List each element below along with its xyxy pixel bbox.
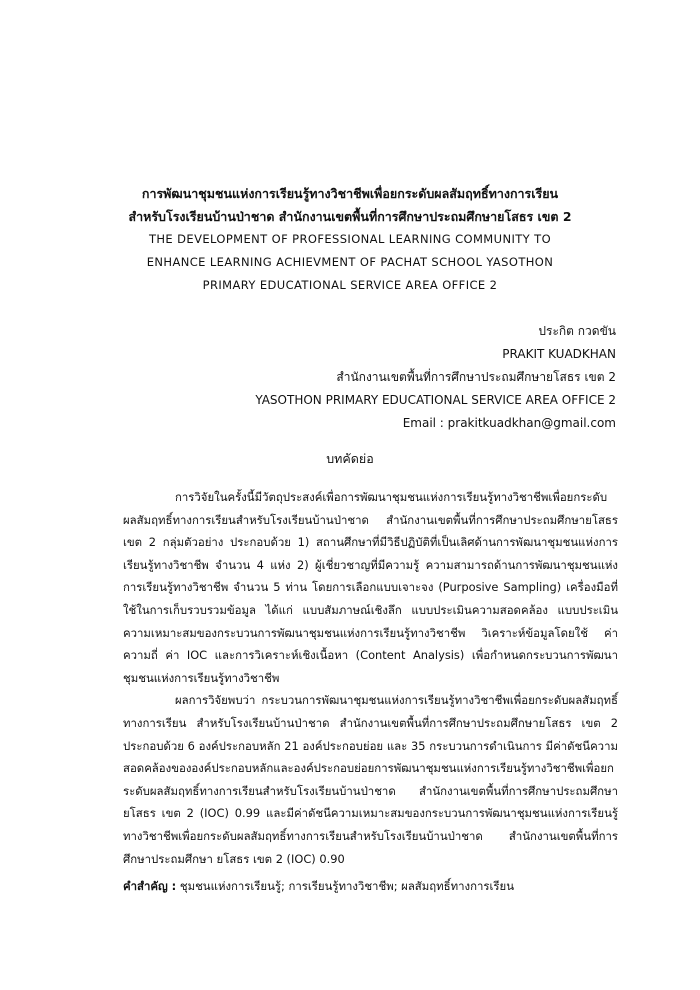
- abstract-paragraph-1: การวิจัยในครั้งนี้มีวัตถุประสงค์เพื่อการพัฒนาชุมชนแห่งการเรียนรู้ทางวิชาชีพเพื่อยกระดับผลสัมฤทธิ์ทางการเรียนสำหรับโรงเรียนบ้านป่าชาด สำนักงานเขตพื้นที่การศึกษาประถมศึกษายโสธร เขต 2 กลุ่มตัวอย่าง ประกอบด้วย 1) สถานศึกษาที่มีวิธีปฏิบัติที่เป็นเลิศด้านการพัฒนาชุมชนแห่งการเรียนรู้ทางวิชาชีพ จำนวน 4 แห่ง 2) ผู้เชี่ยวชาญที่มีความรู้ ความสามารถด้านการพัฒนาชุมชนแห่งการเรียนรู้ทางวิชาชีพ จำนวน 5 ท่าน โดยการเลือกแบบเจาะจง (Purposive Sampling) เครื่องมือที่ใช้ในการเก็บรวบรวมข้อมูล ได้แก่ แบบสัมภาษณ์เชิงลึก แบบประเมินความสอดคล้อง แบบประเมินความเหมาะสมของกระบวนการพัฒนาชุมชนแห่งการเรียนรู้ทางวิชาชีพ วิเคราะห์ข้อมูลโดยใช้ ค่าความถี่ ค่า IOC และการวิเคราะห์เชิงเนื้อหา (Content Analysis) เพื่อกำหนดกระบวนการพัฒนาชุมชนแห่งการเรียนรู้ทางวิชาชีพ: [123, 490, 618, 685]
- abstract-paragraph-2: ผลการวิจัยพบว่า กระบวนการพัฒนาชุมชนแห่งการเรียนรู้ทางวิชาชีพเพื่อยกระดับผลสัมฤทธิ์ทางการเรียน สำหรับโรงเรียนบ้านป่าชาด สำนักงานเขตพื้นที่การศึกษาประถมศึกษายโสธร เขต 2 ประกอบด้วย 6 องค์ประกอบหลัก 21 องค์ประกอบย่อย และ 35 กระบวนการดำเนินการ มีค่าดัชนีความสอดคล้องขององค์ประกอบหลักและองค์ประกอบย่อยการพัฒนาชุมชนแห่งการเรียนรู้ทางวิชาชีพเพื่อยกระดับผลสัมฤทธิ์ทางการเรียนสำหรับโรงเรียนบ้านป่าชาด สำนักงานเขตพื้นที่การศึกษาประถมศึกษา ยโสธร เขต 2 (IOC) 0.99 และมีค่าดัชนีความเหมาะสมของกระบวนการพัฒนาชุมชนแห่งการเรียนรู้ทางวิชาชีพเพื่อยกระดับผลสัมฤทธิ์ทางการเรียนสำหรับโรงเรียนบ้านป่าชาด สำนักงานเขตพื้นที่การศึกษาประถมศึกษา ยโสธร เขต 2 (IOC) 0.90: [123, 693, 618, 866]
- abstract-heading: บทคัดย่อ: [326, 451, 374, 466]
- title-thai-line-2: สำหรับโรงเรียนบ้านป่าชาด สำนักงานเขตพื้นที่การศึกษาประถมศึกษายโสธร เขต 2: [128, 209, 572, 224]
- author-office-english: YASOTHON PRIMARY EDUCATIONAL SERVICE AREA OFFICE 2: [255, 393, 616, 407]
- abstract-body: [123, 486, 618, 870]
- author-office-thai: สำนักงานเขตพื้นที่การศึกษาประถมศึกษายโสธร เขต 2: [336, 370, 616, 384]
- paper-title: [90, 182, 610, 297]
- title-english-line-2: ENHANCE LEARNING ACHIEVMENT OF PACHAT SCHOOL YASOTHON: [146, 255, 554, 269]
- keywords: [123, 876, 618, 896]
- author-name-english: PRAKIT KUADKHAN: [502, 347, 616, 361]
- author-name-thai: ประกิต กวดขัน: [538, 324, 616, 338]
- author-block: [255, 320, 616, 435]
- title-english-line-3: PRIMARY EDUCATIONAL SERVICE AREA OFFICE 2: [202, 278, 498, 292]
- title-english-line-1: THE DEVELOPMENT OF PROFESSIONAL LEARNING COMMUNITY TO: [148, 232, 552, 246]
- author-email: Email : prakitkuadkhan@gmail.com: [402, 416, 616, 430]
- keywords-text: ชุมชนแห่งการเรียนรู้; การเรียนรู้ทางวิชาชีพ; ผลสัมฤทธิ์ทางการเรียน: [176, 879, 514, 893]
- title-thai-line-1: การพัฒนาชุมชนแห่งการเรียนรู้ทางวิชาชีพเพื่อยกระดับผลสัมฤทธิ์ทางการเรียน: [141, 186, 559, 201]
- keywords-label: คำสำคัญ :: [123, 879, 177, 893]
